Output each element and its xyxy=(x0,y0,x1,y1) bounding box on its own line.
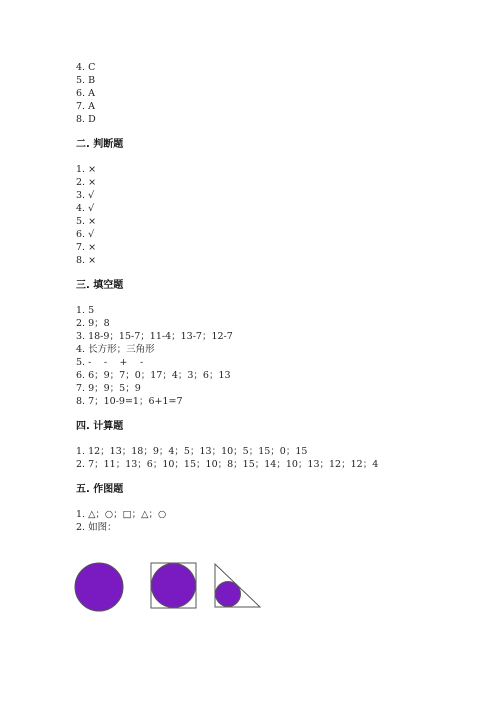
answer-line: 7. 9；9；5；9 xyxy=(76,383,141,394)
answer-line: 1. × xyxy=(76,164,97,175)
answer-line: 7. A xyxy=(76,101,95,112)
answer-line: 2. 9；8 xyxy=(76,318,110,329)
drawing-answer-figure xyxy=(70,556,270,616)
answer-line: 3. 18-9；15-7；11-4；13-7；12-7 xyxy=(76,331,233,342)
answer-line: 6. A xyxy=(76,88,95,99)
answer-line: 8. × xyxy=(76,255,97,266)
answer-line: 7. × xyxy=(76,242,97,253)
circle-shape xyxy=(75,563,123,611)
answer-line: 4. √ xyxy=(76,203,95,214)
answer-line: 1. 5 xyxy=(76,305,95,316)
answer-line: 4. C xyxy=(76,62,96,73)
section-heading-calculation: 四. 计算题 xyxy=(76,421,124,432)
section-heading-judgement: 二. 判断题 xyxy=(76,139,124,150)
answer-line: 8. 7；10-9=1；6+1=7 xyxy=(76,396,183,407)
answer-line: 5. × xyxy=(76,216,97,227)
section-heading-drawing: 五. 作图题 xyxy=(76,484,124,495)
answer-line: 2. 如图： xyxy=(76,522,117,533)
circle-in-square xyxy=(152,564,196,608)
answer-line: 4. 长方形；三角形 xyxy=(76,344,155,355)
circle-in-triangle xyxy=(216,582,241,607)
section-heading-fill-blank: 三. 填空题 xyxy=(76,280,124,291)
answer-line: 5. B xyxy=(76,75,96,86)
answer-line: 1. △；○；□；△；○ xyxy=(76,509,167,520)
answer-line: 2. 7；11；13；6；10；15；10；8；15；14；10；13；12；12；4 xyxy=(76,459,379,470)
answer-line: 1. 12；13；18；9；4；5；13；10；5；15；0；15 xyxy=(76,446,308,457)
answer-line: 3. √ xyxy=(76,190,95,201)
answer-line: 2. × xyxy=(76,177,97,188)
answer-line: 5. - - + - xyxy=(76,357,144,368)
answer-line: 6. 6；9；7；0；17；4；3；6；13 xyxy=(76,370,231,381)
answer-line: 8. D xyxy=(76,114,96,125)
answer-line: 6. √ xyxy=(76,229,95,240)
